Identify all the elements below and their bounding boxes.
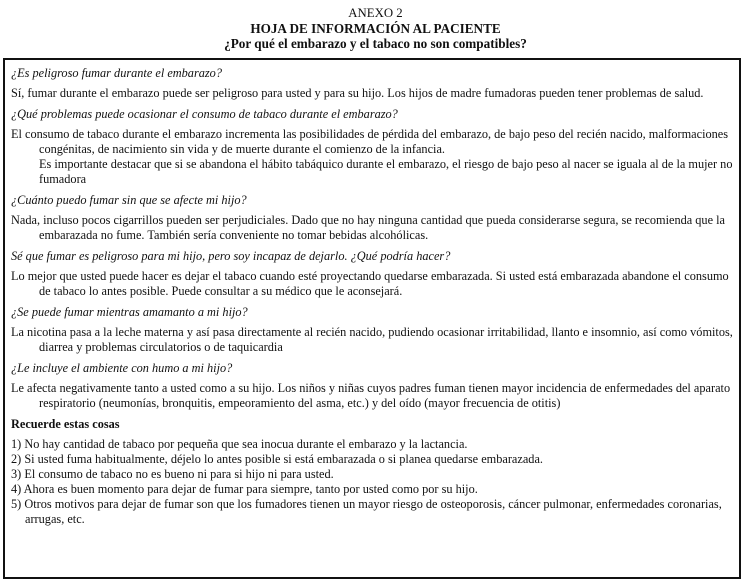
remember-item-2: 2) Si usted fuma habitualmente, déjelo lo antes posible si está embarazada o si planea quedarse embarazada. <box>11 452 543 466</box>
answer-6: Le afecta negativamente tanto a usted como a su hijo. Los niños y niñas cuyos padres fuman tienen mayor incidencia de enfermedades del aparato respiratorio (neumonías, bronquitis, empeoramiento del asma, etc.) y del oído (mayor frecuencia de otitis) <box>11 381 731 410</box>
answer-5: La nicotina pasa a la leche materna y así pasa directamente al recién nacido, pudiendo ocasionar irritabilidad, llanto e insomnio, así como vómitos, diarrea y problemas circulatorios o de taquicardia <box>11 325 733 354</box>
question-4: Sé que fumar es peligroso para mi hijo, pero soy incapaz de dejarlo. ¿Qué podría hacer? <box>11 249 451 263</box>
remember-item-4: 4) Ahora es buen momento para dejar de fumar para siempre, tanto por usted como por su hijo. <box>11 482 478 496</box>
remember-item-5: 5) Otros motivos para dejar de fumar son que los fumadores tienen un mayor riesgo de osteoporosis, cáncer pulmonar, enfermedades coronarias, arrugas, etc. <box>11 497 722 526</box>
info-content <box>11 66 737 527</box>
question-2: ¿Qué problemas puede ocasionar el consumo de tabaco durante el embarazo? <box>11 107 398 121</box>
question-6: ¿Le incluye el ambiente con humo a mi hijo? <box>11 361 233 375</box>
question-1: ¿Es peligroso fumar durante el embarazo? <box>11 66 222 80</box>
document-subtitle: ¿Por qué el embarazo y el tabaco no son compatibles? <box>224 36 527 51</box>
answer-4: Lo mejor que usted puede hacer es dejar el tabaco cuando esté proyectando quedarse embarazada. Si usted está embarazada abandone el consumo de tabaco lo antes posible. Puede consultar a su médico que le aconsejará. <box>11 269 729 298</box>
question-5: ¿Se puede fumar mientras amamanto a mi hijo? <box>11 305 248 319</box>
document-header <box>0 6 751 51</box>
remember-heading: Recuerde estas cosas <box>11 417 120 431</box>
remember-item-1: 1) No hay cantidad de tabaco por pequeña que sea inocua durante el embarazo y la lactancia. <box>11 437 468 451</box>
answer-2-note: Es importante destacar que si se abandona el hábito tabáquico durante el embarazo, el riesgo de bajo peso al nacer se iguala al de la mujer no fumadora <box>39 157 733 186</box>
question-3: ¿Cuánto puedo fumar sin que se afecte mi hijo? <box>11 193 247 207</box>
annex-label: ANEXO 2 <box>348 6 403 20</box>
remember-item-3: 3) El consumo de tabaco no es bueno ni para si hijo ni para usted. <box>11 467 334 481</box>
answer-2: El consumo de tabaco durante el embarazo incrementa las posibilidades de pérdida del embarazo, de bajo peso del recién nacido, malformaciones congénitas, de nacimiento sin vida y de muerte durante el comienzo de la infancia. <box>11 127 729 156</box>
answer-3: Nada, incluso pocos cigarrillos pueden ser perjudiciales. Dado que no hay ninguna cantidad que pueda considerarse segura, se recomienda que la embarazada no fume. También sería conveniente no tomar bebidas alcohólicas. <box>11 213 725 242</box>
document-title: HOJA DE INFORMACIÓN AL PACIENTE <box>250 21 501 36</box>
answer-1: Sí, fumar durante el embarazo puede ser peligroso para usted y para su hijo. Los hijos de madre fumadoras pueden tener problemas de salud. <box>11 86 704 100</box>
